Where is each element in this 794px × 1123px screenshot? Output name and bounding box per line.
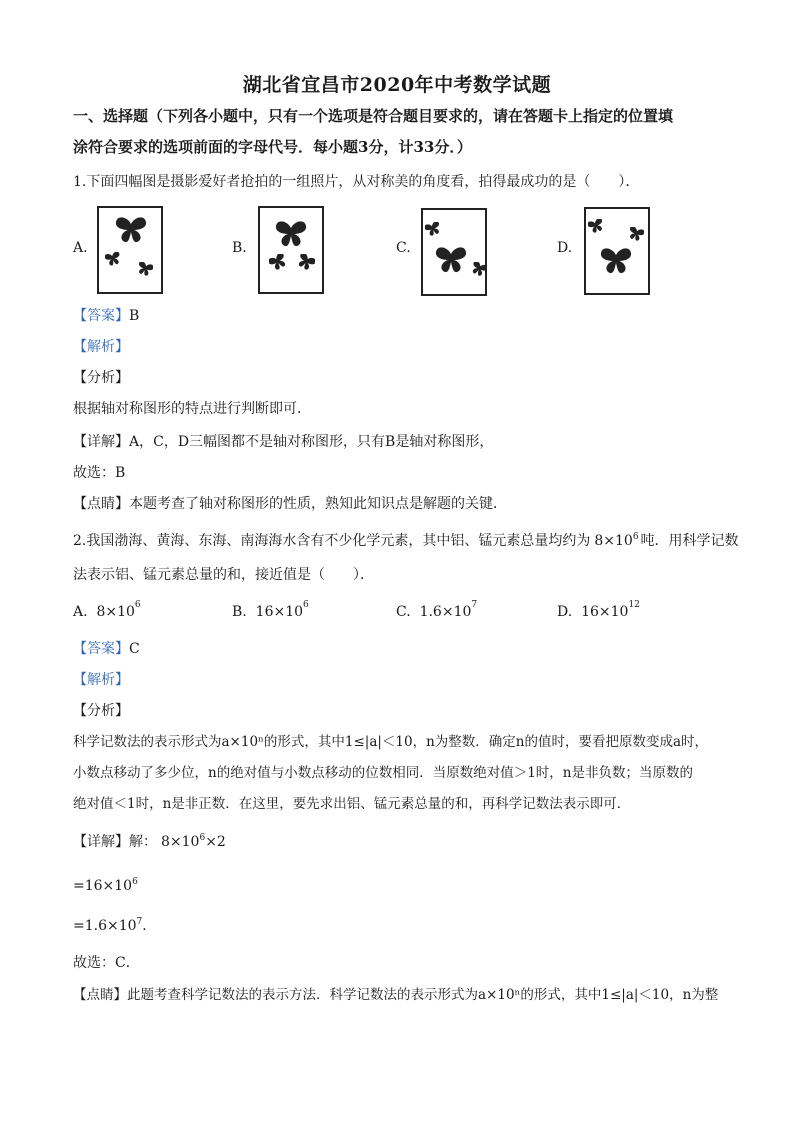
q2-option-a — [73, 600, 141, 620]
q2-answer — [73, 639, 140, 659]
q2-stem-line1 — [73, 531, 739, 551]
butterfly-icon — [471, 262, 487, 276]
q1-option-a-photo — [97, 206, 163, 294]
butterfly-icon — [588, 219, 604, 233]
q2-option-c — [396, 600, 478, 620]
q1-answer-value: B — [129, 308, 140, 324]
butterfly-icon — [137, 262, 153, 276]
q2-fenxi-tag: 【分析】 — [73, 703, 129, 719]
q2-stem-text-a: 2.我国渤海、黄海、东海、南海海水含有不少化学元素，其中铝、锰元素总量均约为 — [73, 533, 591, 549]
q2-fenxi-line3: 绝对值＜1时，n是非正数．在这里，要先求出铝、锰元素总量的和，再科学记数法表示即可． — [73, 796, 631, 812]
butterfly-icon — [297, 254, 315, 270]
q2-option-c-exp: 7 — [471, 600, 478, 610]
page-title: 湖北省宜昌市2020年中考数学试题 — [242, 74, 552, 96]
q1-fenxi-tag: 【分析】 — [73, 370, 129, 386]
q2-option-a-base: 8×10 — [96, 604, 135, 620]
q1-option-d-label: D. — [557, 240, 573, 256]
q2-stem-text-b: 吨．用科学记数 — [640, 533, 739, 549]
q1-option-d-photo — [584, 207, 650, 295]
q1-answer-tag: 【答案】 — [73, 308, 129, 324]
q2-stem-math — [594, 533, 638, 549]
q2-option-c-base: 1.6×10 — [419, 604, 472, 620]
q2-fenxi-line2: 小数点移动了多少位，n的绝对值与小数点移动的位数相同．当原数绝对值＞1时，n是非负数；当原数的 — [73, 765, 693, 781]
q2-fenxi-line1: 科学记数法的表示形式为a×10ⁿ的形式，其中1≤|a|＜10，n为整数．确定n的值时，要看把原数变成a时， — [73, 734, 709, 750]
q1-detail: 【详解】A，C，D三幅图都不是轴对称图形，只有B是轴对称图形， — [73, 434, 494, 450]
q2-detail-tail: ×2 — [205, 834, 226, 850]
q2-select: 故选：C． — [73, 955, 140, 971]
section-heading-line1: 一、选择题（下列各小题中，只有一个选项是符合题目要求的，请在答题卡上指定的位置填 — [73, 107, 674, 125]
q2-answer-tag: 【答案】 — [73, 641, 129, 657]
q1-stem: 1.下面四幅图是摄影爱好者抢拍的一组照片，从对称美的角度看，拍得最成功的是（ ）． — [73, 174, 640, 190]
section-heading-line2: 涂符合要求的选项前面的字母代号．每小题3分，计33分．） — [73, 138, 472, 156]
q1-option-a-label: A. — [73, 240, 88, 256]
q2-option-c-label: C. — [396, 604, 411, 620]
q2-option-d-exp: 12 — [628, 600, 640, 610]
butterfly-icon — [115, 216, 147, 244]
q1-option-b-photo — [258, 206, 324, 294]
q1-option-c-label: C. — [396, 240, 411, 256]
q1-option-b-label: B. — [232, 240, 247, 256]
q2-option-d — [557, 600, 640, 620]
q2-stem-math-exp: 6 — [632, 532, 639, 542]
q2-step2-base: =1.6×10 — [73, 918, 137, 934]
q1-answer — [73, 306, 139, 326]
q2-option-a-label: A. — [73, 604, 88, 620]
butterfly-icon — [269, 254, 287, 270]
q2-option-b-exp: 6 — [303, 600, 309, 610]
q2-step2-exp: 7 — [136, 917, 143, 927]
q2-step2-tail: ． — [142, 918, 157, 934]
q1-fenxi-text: 根据轴对称图形的特点进行判断即可． — [73, 401, 311, 417]
q2-comment: 【点睛】此题考查科学记数法的表示方法．科学记数法的表示形式为a×10ⁿ的形式，其中1≤|a|＜10，n为整 — [73, 987, 719, 1003]
butterfly-icon — [600, 247, 632, 275]
q2-step1-exp: 6 — [132, 877, 138, 887]
q2-option-a-exp: 6 — [134, 600, 141, 610]
butterfly-icon — [435, 246, 467, 274]
q2-step1 — [73, 876, 138, 896]
q2-detail — [73, 832, 226, 852]
butterfly-icon — [425, 222, 441, 236]
q1-comment: 【点睛】本题考查了轴对称图形的性质，熟知此知识点是解题的关键． — [73, 496, 507, 512]
q2-stem-math-base: 8×10 — [594, 533, 633, 549]
butterfly-icon — [105, 252, 121, 266]
q2-option-b-label: B. — [232, 604, 247, 620]
q1-option-c-photo — [421, 208, 487, 296]
q2-option-b-base: 16×10 — [255, 604, 304, 620]
butterfly-icon — [275, 220, 307, 248]
q1-analysis-tag: 【解析】 — [73, 339, 129, 355]
q1-select: 故选：B — [73, 465, 126, 481]
q2-option-d-base: 16×10 — [581, 604, 629, 620]
q2-detail-tag: 【详解】解： — [73, 834, 157, 850]
q2-step2 — [73, 916, 156, 936]
q2-analysis-tag: 【解析】 — [73, 672, 129, 688]
q2-option-d-label: D. — [557, 604, 573, 620]
q2-detail-exp: 6 — [199, 833, 206, 843]
butterfly-icon — [628, 227, 644, 241]
q2-detail-base: 8×10 — [161, 834, 200, 850]
q2-stem-line2: 法表示铝、锰元素总量的和，接近值是（ ）． — [73, 567, 374, 583]
q2-step1-base: =16×10 — [73, 878, 133, 894]
q2-option-b — [232, 600, 309, 620]
q2-answer-value: C — [129, 641, 140, 657]
